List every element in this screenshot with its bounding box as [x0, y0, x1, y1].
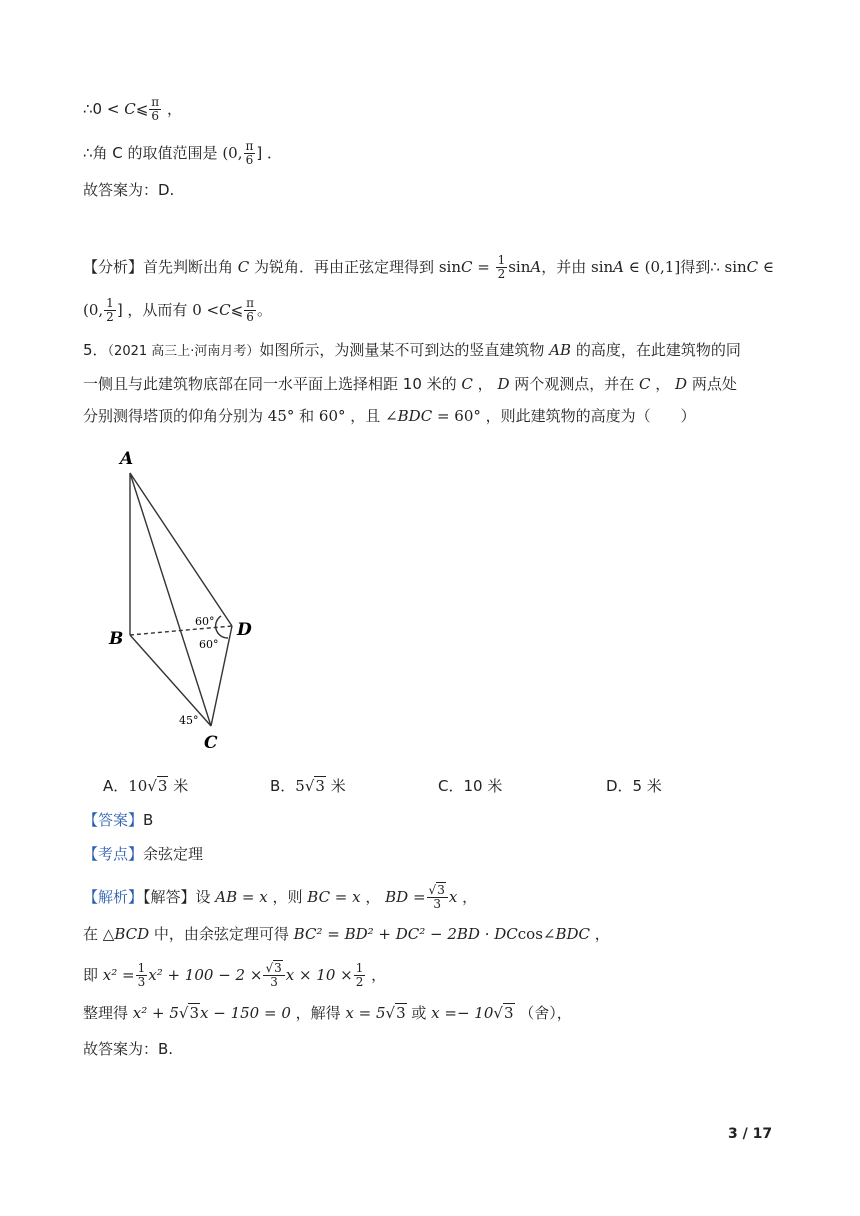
- sqrt: √3: [385, 1004, 406, 1022]
- prev-solution-line-2: ∴角 C 的取值范围是 (0, $\frac{\pi}{6}$ ] ．: [83, 139, 283, 167]
- solution-line-4: 整理得 x² + 5√3x − 150 = 0 ，解得 x = 5√3 或 x =− 10√3 （舍），: [83, 1004, 572, 1022]
- knowledge-point-tag: 【考点】: [83, 845, 144, 863]
- answer-tag: 【答案】: [83, 811, 144, 829]
- solution-tag: 【解析】: [83, 888, 144, 906]
- option-a: A．10√3 米: [103, 777, 189, 795]
- option-c: C．10 米: [438, 777, 503, 795]
- question-number: 5．: [83, 341, 108, 359]
- analysis-line-1: 【分析】首先判断出角 C 为锐角．再由正弦定理得到 sinC = $\frac{1}{2}$ sinA，并由 sinA ∈ (0,1]得到∴ sinC ∈: [83, 253, 775, 281]
- option-d: D．5 米: [606, 777, 662, 795]
- knowledge-point-line: 【考点】余弦定理: [83, 845, 204, 863]
- solution-line-3: 即 x² = $\frac{1}{3}$ x² + 100 − 2 × $\frac{√3}{3}$ x × 10 × $\frac{1}{2}$ ，: [83, 961, 387, 989]
- answer-line: [83, 810, 153, 830]
- question-source: （2021 高三上·河南月考）: [107, 344, 260, 359]
- option-b: B．5√3 米: [270, 777, 346, 795]
- label-d: D: [237, 620, 252, 640]
- edge-ad: [130, 473, 232, 626]
- geometry-figure: [100, 445, 270, 755]
- angle-label-top: 60°: [195, 615, 215, 628]
- angle-label-c: 45°: [179, 714, 199, 727]
- label-c: C: [204, 733, 218, 753]
- prev-solution-line-3: 故答案为：D.: [83, 181, 175, 199]
- fraction: $\frac{1}{2}$: [497, 253, 506, 281]
- edge-ac: [130, 473, 211, 726]
- question-line-2: 一侧且与此建筑物底部在同一水平面上选择相距 10 米的 C ， D 两个观测点，并在 C ， D 两点处: [83, 375, 737, 393]
- label-a: A: [120, 449, 134, 469]
- fraction: $\frac{1}{2}$: [106, 296, 114, 324]
- sqrt: √3: [147, 777, 168, 795]
- solution-line-5: 故答案为：B.: [83, 1040, 174, 1058]
- fraction: $\frac{√3}{3}$: [263, 962, 284, 989]
- label-b: B: [109, 629, 124, 649]
- prev-solution-line-1: ∴0 < C⩽ $\frac{\pi}{6}$ ，: [83, 95, 182, 123]
- angle-label-bottom: 60°: [199, 638, 219, 651]
- question-line-1: 5．（2021 高三上·河南月考）如图所示，为测量某不可到达的竖直建筑物 AB 的高度，在此建筑物的同: [83, 341, 741, 359]
- solution-line-1: 【解析】【解答】设 AB = x ，则 BC = x ， BD = $\frac{√3}{3}$ x ，: [83, 883, 478, 911]
- fraction: $\frac{\pi}{6}$: [246, 296, 255, 324]
- analysis-tag: 【分析】: [83, 258, 144, 276]
- question-line-3: 分别测得塔顶的仰角分别为 45° 和 60° ，且 ∠BDC = 60° ，则此建筑物的高度为（ ）: [83, 407, 696, 425]
- fraction: $\frac{\pi}{6}$: [245, 139, 254, 167]
- sqrt: √3: [178, 1004, 200, 1022]
- sqrt: √3: [493, 1004, 514, 1022]
- fraction: $\frac{1}{3}$: [137, 961, 146, 989]
- fraction: $\frac{1}{2}$: [355, 961, 364, 989]
- fraction: $\frac{\pi}{6}$: [151, 95, 160, 123]
- fraction: $\frac{√3}{3}$: [427, 884, 448, 911]
- sqrt: √3: [304, 777, 325, 795]
- answer-value: B: [143, 811, 154, 829]
- page-number: 3 / 17: [728, 1126, 773, 1142]
- analysis-line-2: (0, $\frac{1}{2}$ ] ，从而有 0 <C⩽ $\frac{\pi}{6}$ 。: [83, 296, 273, 324]
- solution-line-2: 在 △BCD 中，由余弦定理可得 BC² = BD² + DC² − 2BD · DCcos∠BDC ，: [83, 925, 610, 943]
